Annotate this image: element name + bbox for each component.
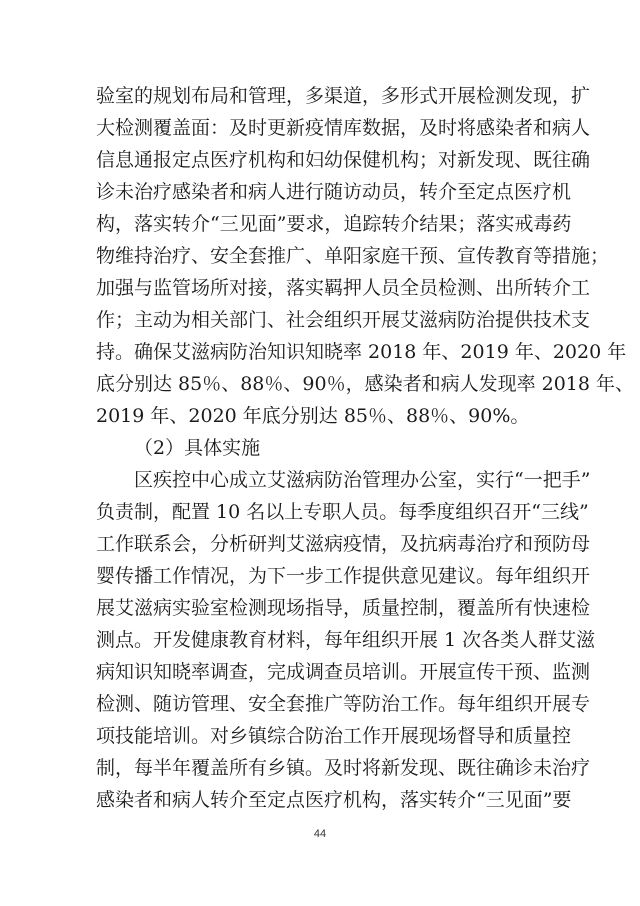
paragraph-line: 区疾控中心成立艾滋病防治管理办公室，实行“一把手” — [134, 469, 591, 491]
paragraph-line: 构，落实转介“三见面”要求，追踪转介结果；落实戒毒药 — [96, 213, 572, 235]
paragraph-line: 婴传播工作情况，为下一步工作提供意见建议。每年组织开 — [96, 565, 591, 587]
paragraph-line: 大检测覆盖面：及时更新疫情库数据，及时将感染者和病人 — [96, 117, 591, 139]
paragraph-line: 持。确保艾滋病防治知识知晓率 2018 年、2019 年、2020 年 — [96, 341, 627, 363]
paragraph-line: 底分别达 85％、88％、90％，感染者和病人发现率 2018 年、 — [96, 373, 635, 395]
paragraph-line: 验室的规划布局和管理，多渠道，多形式开展检测发现，扩 — [96, 85, 591, 107]
paragraph-line: 作；主动为相关部门、社会组织开展艾滋病防治提供技术支 — [96, 309, 591, 331]
paragraph-line: 病知识知晓率调查，完成调查员培训。开展宣传干预、监测 — [96, 661, 591, 683]
paragraph-line: 信息通报定点医疗机构和妇幼保健机构；对新发现、既往确 — [96, 149, 591, 171]
page-number: 44 — [313, 828, 327, 840]
paragraph-line: 加强与监管场所对接，落实羁押人员全员检测、出所转介工 — [96, 277, 591, 299]
paragraph-line: 诊未治疗感染者和病人进行随访动员，转介至定点医疗机 — [96, 181, 572, 203]
paragraph-line: 工作联系会，分析研判艾滋病疫情，及抗病毒治疗和预防母 — [96, 533, 591, 555]
paragraph-line: 感染者和病人转介至定点医疗机构，落实转介“三见面”要 — [96, 789, 572, 811]
paragraph-line: 项技能培训。对乡镇综合防治工作开展现场督导和质量控 — [96, 725, 572, 747]
paragraph-line: 测点。开发健康教育材料，每年组织开展 1 次各类人群艾滋 — [96, 629, 596, 651]
paragraph-line: 展艾滋病实验室检测现场指导，质量控制，覆盖所有快速检 — [96, 597, 591, 619]
paragraph-line: 制，每半年覆盖所有乡镇。及时将新发现、既往确诊未治疗 — [96, 757, 591, 779]
paragraph-line: 负责制，配置 10 名以上专职人员。每季度组织召开“三线” — [96, 501, 589, 523]
section-heading: （2）具体实施 — [134, 437, 261, 459]
paragraph-line: 检测、随访管理、安全套推广等防治工作。每年组织开展专 — [96, 693, 591, 715]
paragraph-line: 2019 年、2020 年底分别达 85％、88％、90%。 — [96, 405, 530, 427]
paragraph-line: 物维持治疗、安全套推广、单阳家庭干预、宣传教育等措施； — [96, 245, 610, 267]
